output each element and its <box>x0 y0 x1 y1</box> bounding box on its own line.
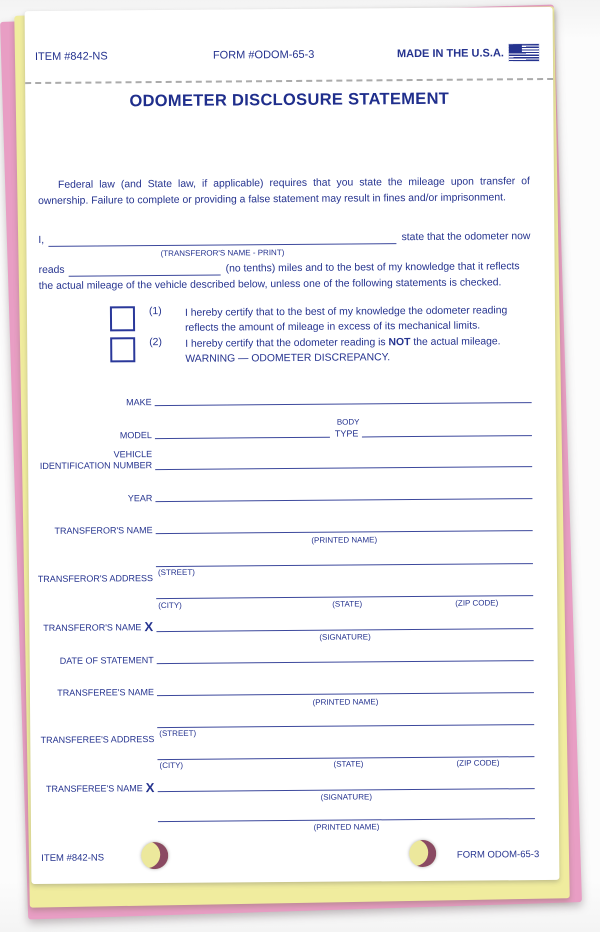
field-label-transferee-address: TRANSFEREE'S ADDRESS <box>40 734 155 745</box>
i-prefix: I, <box>38 234 45 246</box>
stub-form-number: FORM #ODOM-65-3 <box>212 48 315 62</box>
transferee-signature-x-mark: X <box>145 780 155 796</box>
footer-item-number: ITEM #842-NS <box>41 852 105 864</box>
transferee-zip-caption: (ZIP CODE) <box>456 758 500 768</box>
reads-suffix: (no tenths) miles and to the best of my knowledge that it reflects <box>225 261 520 275</box>
made-in-usa-text: MADE IN THE U.S.A. <box>396 46 504 60</box>
transferor-printed-name-caption: (PRINTED NAME) <box>311 535 378 545</box>
transferor-zip-caption: (ZIP CODE) <box>455 598 499 608</box>
field-label-transferee-signature: TRANSFEREE'S NAME <box>45 783 143 794</box>
field-label-transferor-name: TRANSFEROR'S NAME <box>54 525 153 536</box>
transferor-street-caption: (STREET) <box>157 567 195 578</box>
field-label-body: BODY <box>336 417 360 427</box>
statement-1-line2: reflects the amount of mileage in excess of its mechanical limits. <box>185 320 481 335</box>
year-input-line[interactable] <box>155 498 532 502</box>
i-suffix: state that the odometer now <box>401 231 531 244</box>
model-input-line[interactable] <box>155 437 330 439</box>
transferor-signature-x-mark: X <box>144 619 154 635</box>
odometer-form-sheet <box>25 7 560 884</box>
legal-notice-paragraph: Federal law (and State law, if applicable) requires that you state the mileage upon transfer of ownership. Failure to complete or providing a false statement may result in fines and/or imprisonment. <box>38 176 530 207</box>
statement-2-text <box>185 334 537 367</box>
stub-item-number: ITEM #842-NS <box>34 50 108 64</box>
date-of-statement-line[interactable] <box>157 660 534 664</box>
transferee-printed-name-caption: (PRINTED NAME) <box>312 697 379 707</box>
not-emphasis: NOT <box>388 337 411 349</box>
transferor-name-print-row <box>38 229 531 259</box>
field-label-date-of-statement: DATE OF STATEMENT <box>59 655 154 666</box>
field-label-identification-number: IDENTIFICATION NUMBER <box>39 460 153 471</box>
statement-1-text <box>185 303 537 336</box>
transferor-state-caption: (STATE) <box>332 599 363 609</box>
field-label-transferee-name: TRANSFEREE'S NAME <box>57 687 154 698</box>
transferee-street-caption: (STREET) <box>159 728 197 739</box>
vin-input-line[interactable] <box>155 466 532 470</box>
statement-2-number: (2) <box>149 337 162 349</box>
transferee-signature-caption: (SIGNATURE) <box>320 792 373 802</box>
made-in-usa-label <box>397 44 539 62</box>
footer-form-number: FORM ODOM-65-3 <box>456 849 540 861</box>
statement-1-line1: I hereby certify that to the best of my knowledge the odometer reading <box>184 305 508 319</box>
field-label-make: MAKE <box>126 397 152 408</box>
reads-continued-text: the actual mileage of the vehicle described below, unless one of the following statements is checked. <box>38 277 502 292</box>
perforation-line <box>25 78 553 84</box>
statement-2-line1: I hereby certify that the odometer reading is NOT the actual mileage. <box>185 336 501 350</box>
transferee-printed-name-caption-2: (PRINTED NAME) <box>313 822 380 832</box>
transferor-name-print-line[interactable] <box>48 230 397 259</box>
statement-2-checkbox[interactable] <box>110 337 135 362</box>
transferee-printed-name-line[interactable] <box>157 692 534 696</box>
statement-1-number: (1) <box>148 306 162 318</box>
transferee-state-caption: (STATE) <box>333 759 364 769</box>
reads-prefix: reads <box>38 264 65 276</box>
punch-hole-right <box>409 840 436 867</box>
statement-2-line2: WARNING — ODOMETER DISCREPANCY. <box>185 352 391 366</box>
transferor-city-caption: (CITY) <box>158 600 182 611</box>
form-title: ODOMETER DISCLOSURE STATEMENT <box>129 89 450 111</box>
body-type-input-line[interactable] <box>362 435 532 437</box>
transferee-street-line[interactable] <box>157 724 534 728</box>
transferor-signature-caption: (SIGNATURE) <box>319 632 371 642</box>
odometer-reading-line[interactable] <box>69 262 221 277</box>
field-label-transferor-signature: TRANSFEROR'S NAME <box>43 622 142 633</box>
field-label-model: MODEL <box>119 430 152 441</box>
field-label-transferor-address: TRANSFEROR'S ADDRESS <box>37 573 154 585</box>
field-label-year: YEAR <box>127 493 153 504</box>
punch-hole-left <box>141 842 168 869</box>
transferor-name-print-caption: (TRANSFEROR'S NAME - PRINT) <box>160 248 285 259</box>
field-label-type: TYPE <box>334 428 359 439</box>
statement-1-checkbox[interactable] <box>110 306 135 331</box>
make-input-line[interactable] <box>155 402 532 406</box>
us-flag-icon <box>509 44 539 61</box>
transferee-city-caption: (CITY) <box>159 760 184 771</box>
field-label-vehicle: VEHICLE <box>113 449 153 460</box>
transferor-street-line[interactable] <box>156 563 533 567</box>
transferor-printed-name-line[interactable] <box>156 530 533 534</box>
